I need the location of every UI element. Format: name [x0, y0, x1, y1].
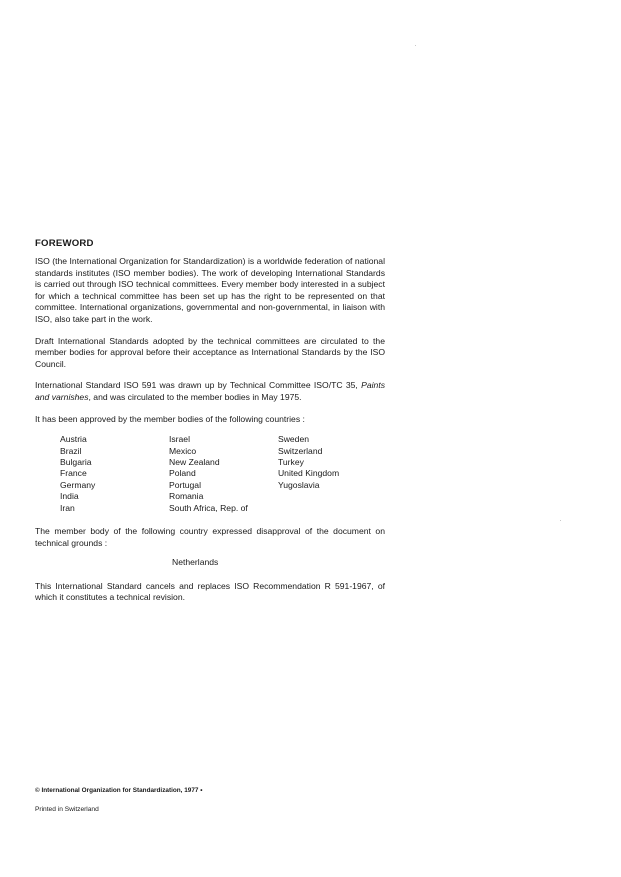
country-name: Sweden [277, 434, 310, 445]
approved-intro: It has been approved by the member bodies of the following countries : [35, 413, 305, 424]
country-name: Iran [60, 502, 75, 513]
country-name: United Kingdom [277, 468, 340, 479]
paragraph-replaces: This International Standard cancels and replaces ISO Recommendation R 591-1967, of which it constitutes a technical revision. [35, 580, 385, 603]
country-name: Brazil [60, 445, 82, 456]
foreword-heading: FOREWORD [35, 238, 94, 249]
printed-location: Printed in Switzerland [35, 806, 99, 813]
country-name: Turkey [277, 456, 304, 467]
country-name: Mexico [168, 445, 197, 456]
approving-countries [60, 434, 385, 514]
drawn-up-text: International Standard ISO 591 was drawn up by Technical Committee ISO/TC 35, [35, 380, 358, 391]
copyright-notice: © International Organization for Standardization, 1977 • [35, 787, 203, 794]
country-column-3 [278, 434, 385, 514]
disapproval-country: Netherlands [172, 557, 219, 568]
country-name: Switzerland [277, 445, 323, 456]
country-name: South Africa, Rep. of [168, 502, 248, 513]
page-footer [35, 787, 202, 813]
paragraph-drawn-up [35, 380, 385, 403]
disapproval-intro: The member body of the following country expressed disapproval of the document on technical grounds : [35, 525, 385, 548]
committee-title: Paints and varnishes [35, 380, 386, 402]
paragraph-iso-intro: ISO (the International Organization for Standardization) is a worldwide federation of national standards institutes (ISO member bodies). The work of developing International Standards is carried out through ISO technical committees. Every member body interested in a subject for which a technical committee has been set up has the right to be represented on that committee. International organizations, governmental and non-governmental, in liaison with ISO, also take part in the work. [35, 256, 385, 324]
country-name: Portugal [168, 479, 201, 490]
country-name: India [60, 491, 79, 502]
country-name: France [60, 468, 87, 479]
country-name: New Zealand [168, 456, 220, 467]
country-name: Austria [60, 434, 87, 445]
country-name: Romania [168, 491, 204, 502]
country-name: Poland [168, 468, 196, 479]
country-name: Germany [60, 479, 96, 490]
scan-speck [415, 45, 416, 46]
country-name: Israel [168, 434, 190, 445]
country-name: Yugoslavia [277, 479, 320, 490]
foreword-section [35, 238, 385, 604]
scan-speck [560, 520, 561, 521]
country-column-1 [60, 434, 169, 514]
paragraph-draft-standards: Draft International Standards adopted by the technical committees are circulated to the member bodies for approval before their acceptance as International Standards by the ISO Council. [35, 335, 385, 369]
country-column-2 [169, 434, 278, 514]
drawn-up-tail: , and was circulated to the member bodies in May 1975. [88, 391, 302, 402]
country-name: Bulgaria [60, 456, 92, 467]
